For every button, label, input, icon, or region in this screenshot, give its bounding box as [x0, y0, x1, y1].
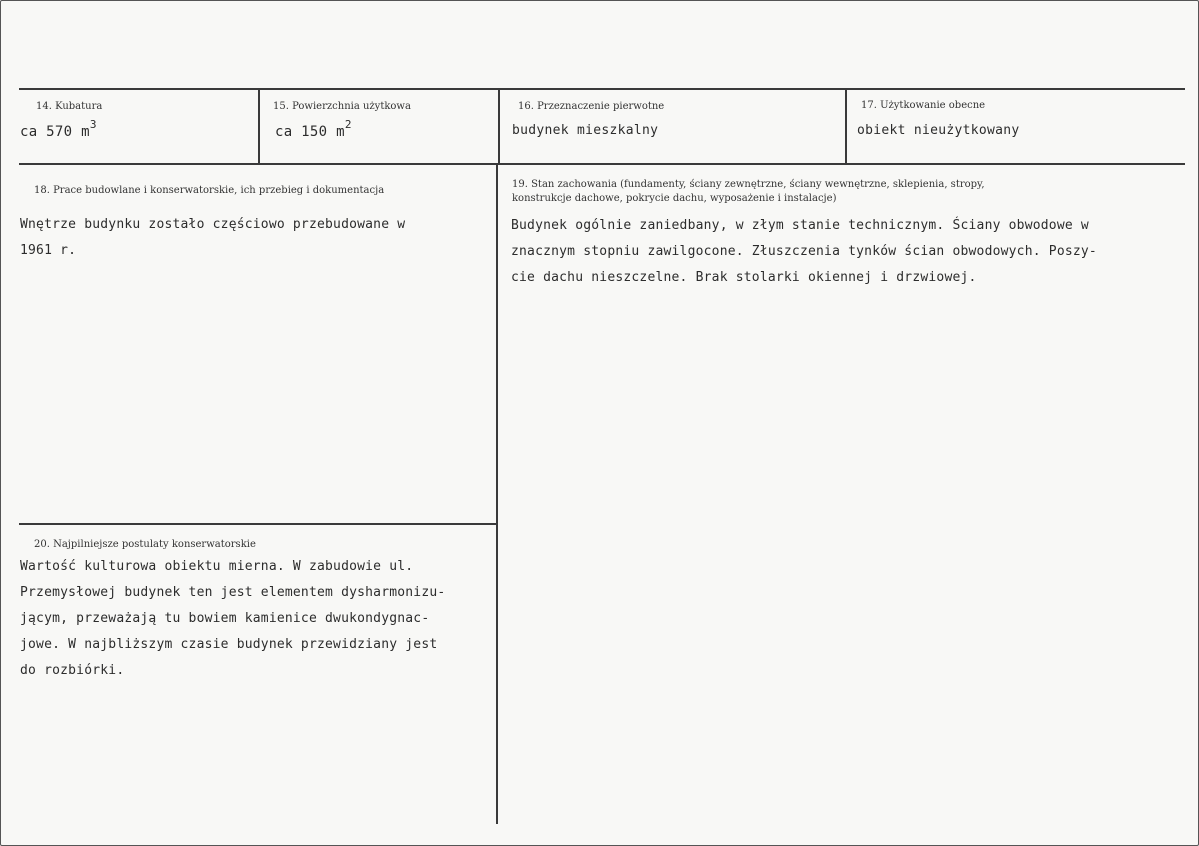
postulaty-line: Przemysłowej budynek ten jest elementem dysharmonizu- [20, 585, 446, 600]
uzytkowanie-label: 17. Użytkowanie obecne [861, 100, 986, 111]
powierzchnia-label: 15. Powierzchnia użytkowa [273, 101, 411, 112]
przeznaczenie-value: budynek mieszkalny [512, 123, 659, 138]
prace-line: 1961 r. [20, 243, 77, 258]
postulaty-line: Wartość kulturowa obiektu mierna. W zabudowie ul. [20, 559, 414, 574]
powierzchnia-exponent: 2 [344, 118, 352, 131]
postulaty-label: 20. Najpilniejsze postulaty konserwatorskie [34, 539, 256, 550]
prace-label: 18. Prace budowlane i konserwatorskie, ich przebieg i dokumentacja [34, 185, 385, 196]
divider-16-17 [845, 89, 847, 165]
stan-line: Budynek ogólnie zaniedbany, w złym stanie technicznym. Ściany obwodowe w [511, 218, 1089, 233]
przeznaczenie-label: 16. Przeznaczenie pierwotne [518, 101, 665, 112]
stan-line: cie dachu nieszczelne. Brak stolarki okiennej i drzwiowej. [511, 270, 977, 285]
stan-text [511, 213, 1097, 291]
postulaty-line: jącym, przeważają tu bowiem kamienice dwukondygnac- [20, 611, 430, 626]
main-column-divider [496, 164, 498, 824]
kubatura-label: 14. Kubatura [36, 101, 103, 112]
stan-label-line1: 19. Stan zachowania (fundamenty, ściany zewnętrzne, ściany wewnętrzne, sklepienia, stropy, [512, 179, 985, 190]
section-20-rule [19, 523, 497, 525]
divider-15-16 [498, 89, 500, 165]
postulaty-line: jowe. W najbliższym czasie budynek przewidziany jest [20, 637, 438, 652]
uzytkowanie-value: obiekt nieużytkowany [857, 123, 1020, 138]
kubatura-exponent: 3 [89, 118, 97, 131]
header-row-rule [19, 163, 1185, 165]
stan-line: znacznym stopniu zawilgocone. Złuszczenia tynków ścian obwodowych. Poszy- [511, 244, 1097, 259]
kubatura-value: ca 570 $m^3$ [20, 118, 97, 140]
stan-label-line2: konstrukcje dachowe, pokrycie dachu, wyposażenie i instalacje) [512, 193, 837, 204]
powierzchnia-value: ca 150 $m^2$ [275, 118, 352, 140]
postulaty-text [20, 554, 445, 684]
divider-14-15 [258, 89, 260, 165]
top-rule [19, 88, 1185, 90]
postulaty-line: do rozbiórki. [20, 663, 125, 678]
prace-text [20, 212, 405, 264]
prace-line: Wnętrze budynku zostało częściowo przebudowane w [20, 217, 406, 232]
